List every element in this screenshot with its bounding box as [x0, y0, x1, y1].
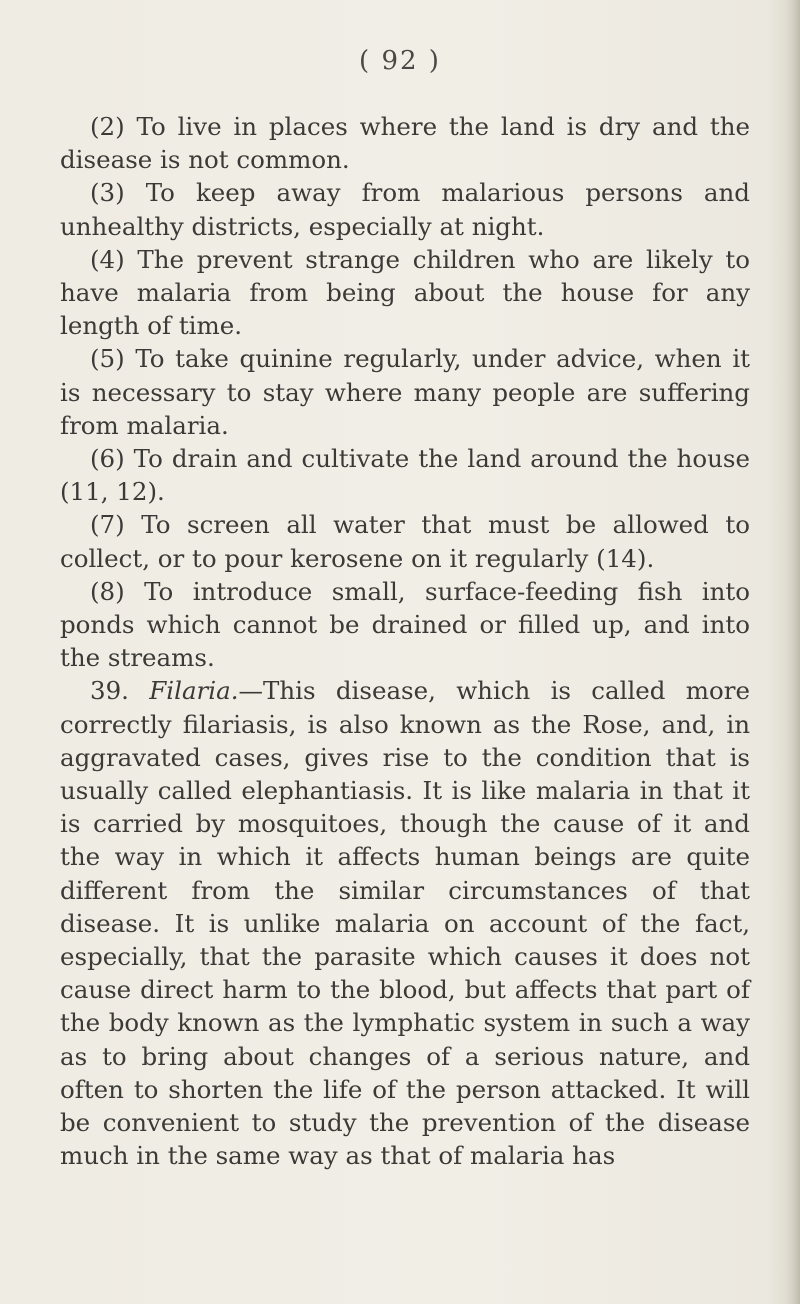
list-item-5: (5) To take quinine regularly, under advice, when it is necessary to stay where many people are suffering from malaria. — [60, 344, 750, 440]
list-item-3: (3) To keep away from malarious persons and unhealthy districts, especially at night. — [60, 178, 750, 241]
section-body: —This disease, which is called more correctly filariasis, is also known as the Rose, and, in aggravated cases, gives rise to the condition that is usually called elephantiasis. It is like malaria in that it is carried by mosquitoes, though the cause of it and the way in which it affects human beings are quite different from the similar circumstances of that disease. It is unlike malaria on account of the fact, especially, that the parasite which causes it does not cause direct harm to the blood, but affects that part of the body known as the lymphatic system in such a way as to bring about changes of a serious nature, and often to shorten the life of the person attacked. It will be convenient to study the prevention of the disease much in the same way as that of malaria has — [60, 676, 750, 1171]
section-heading: Filaria. — [149, 676, 239, 706]
page-number: ( 92 ) — [359, 46, 441, 76]
list-item-2: (2) To live in places where the land is dry and the disease is not common. — [60, 112, 750, 175]
list-item-4: (4) The prevent strange children who are likely to have malaria from being about the house for any length of time. — [60, 244, 750, 341]
list-item-7: (7) To screen all water that must be allowed to collect, or to pour kerosene on it regularly (14). — [60, 510, 750, 573]
page-body — [60, 110, 750, 1173]
page-edge-shadow — [786, 0, 800, 1304]
section-number: 39. — [90, 676, 129, 706]
list-item-8: (8) To introduce small, surface-feeding fish into ponds which cannot be drained or filled up, and into the streams. — [60, 576, 750, 673]
section-39-paragraph — [60, 674, 750, 1172]
list-item-6: (6) To drain and cultivate the land around the house (11, 12). — [60, 444, 750, 507]
